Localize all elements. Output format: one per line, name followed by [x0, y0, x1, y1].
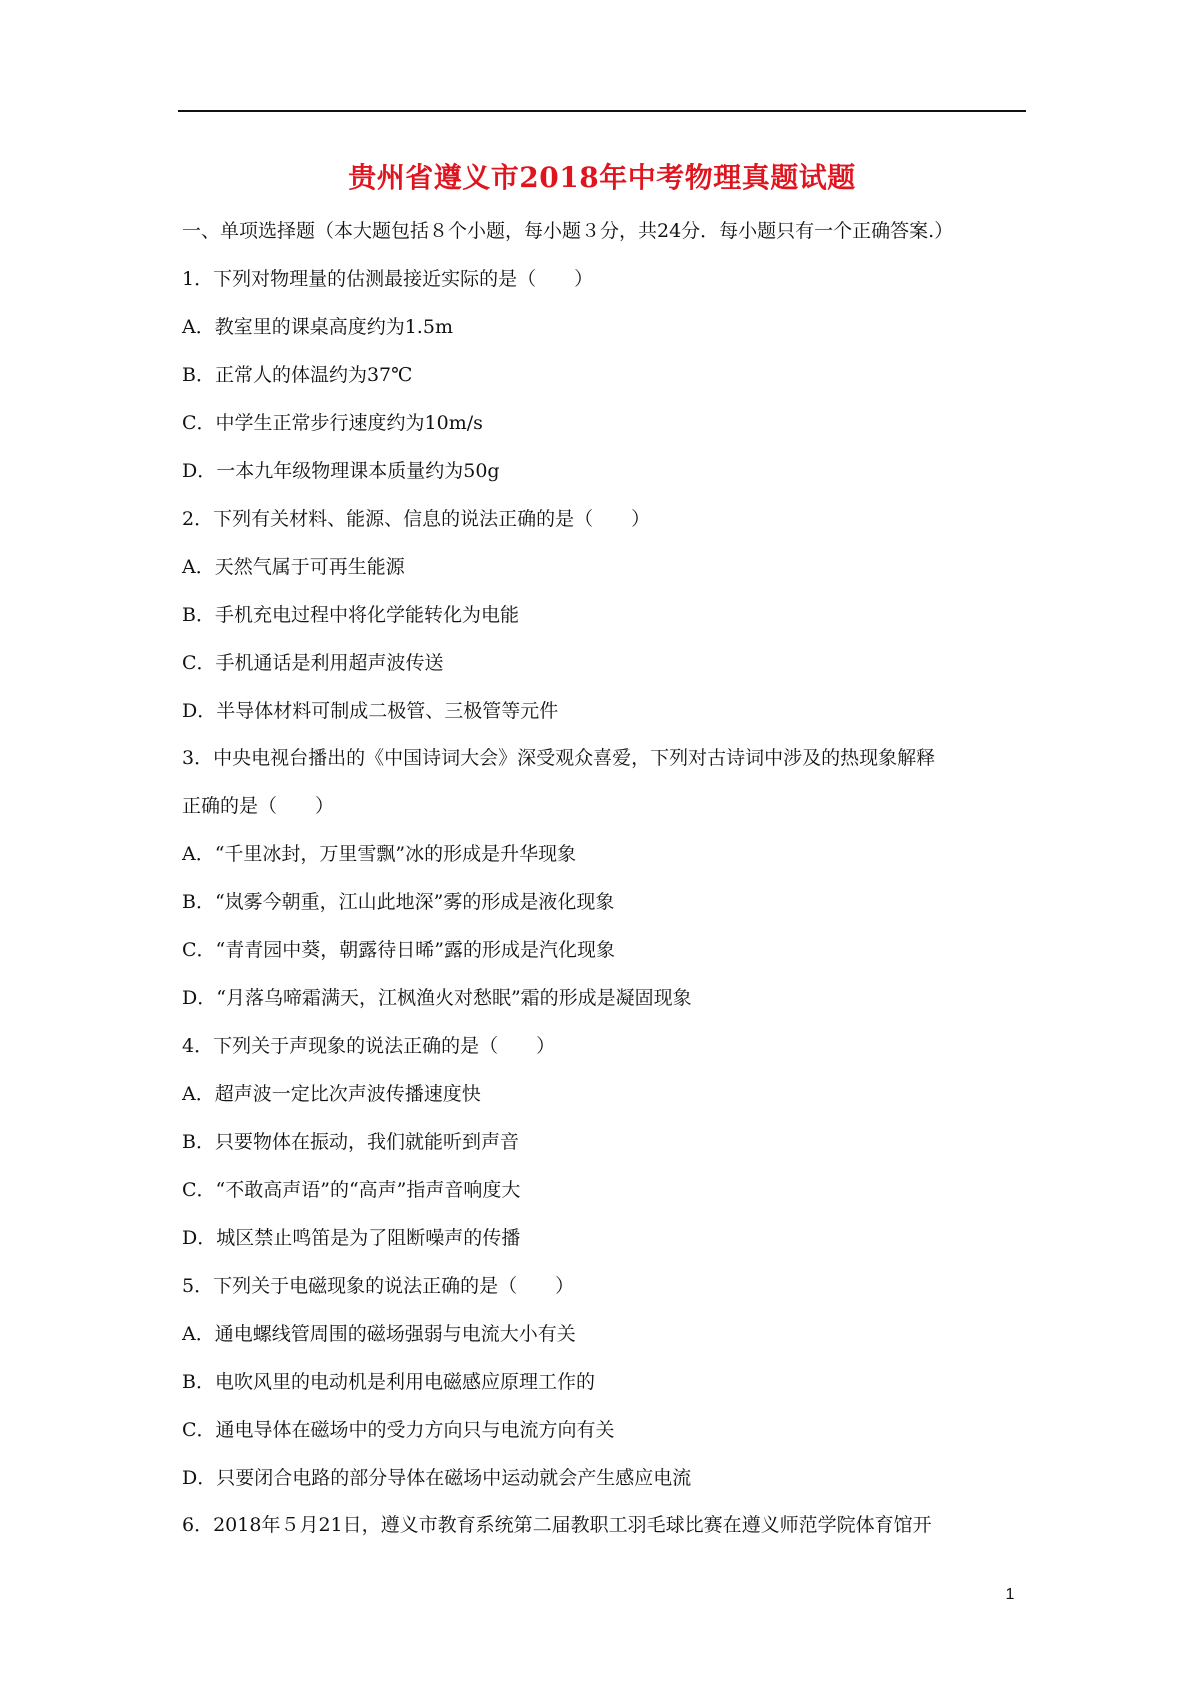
q1-option-b: B．正常人的体温约为37℃ [182, 364, 413, 386]
section-heading: 一、单项选择题（本大题包括８个小题，每小题３分，共24分．每小题只有一个正确答案.） [182, 220, 954, 242]
question-3: 3．中央电视台播出的《中国诗词大会》深受观众喜爱，下列对古诗词中涉及的热现象解释 [182, 747, 936, 769]
q1-option-c: C．中学生正常步行速度约为10m/s [182, 412, 483, 434]
question-1: 1．下列对物理量的估测最接近实际的是（ ） [182, 268, 594, 290]
q4-option-d: D．城区禁止鸣笛是为了阻断噪声的传播 [182, 1227, 521, 1249]
q3-option-a: A．“千里冰封，万里雪飘”冰的形成是升华现象 [182, 843, 577, 865]
q2-option-a: A．天然气属于可再生能源 [182, 556, 405, 578]
q1-option-a: A．教室里的课桌高度约为1.5m [182, 316, 453, 338]
question-4: 4．下列关于声现象的说法正确的是（ ） [182, 1035, 556, 1057]
q4-option-b: B．只要物体在振动，我们就能听到声音 [182, 1131, 519, 1153]
q5-option-b: B．电吹风里的电动机是利用电磁感应原理工作的 [182, 1371, 595, 1393]
q4-option-c: C．“不敢高声语”的“高声”指声音响度大 [182, 1179, 521, 1201]
q3-option-c: C．“青青园中葵，朝露待日晞”露的形成是汽化现象 [182, 939, 615, 961]
q4-option-a: A．超声波一定比次声波传播速度快 [182, 1083, 481, 1105]
q5-option-d: D．只要闭合电路的部分导体在磁场中运动就会产生感应电流 [182, 1467, 692, 1489]
page-number: 1 [1005, 1586, 1015, 1603]
q1-option-d: D．一本九年级物理课本质量约为50g [182, 460, 500, 482]
question-6: 6．2018年５月21日，遵义市教育系统第二届教职工羽毛球比赛在遵义师范学院体育馆开 [182, 1514, 932, 1536]
question-3-continued: 正确的是（ ） [182, 795, 335, 817]
q2-option-d: D．半导体材料可制成二极管、三极管等元件 [182, 700, 559, 722]
question-2: 2．下列有关材料、能源、信息的说法正确的是（ ） [182, 508, 651, 530]
question-5: 5．下列关于电磁现象的说法正确的是（ ） [182, 1275, 575, 1297]
q5-option-a: A．通电螺线管周围的磁场强弱与电流大小有关 [182, 1323, 576, 1345]
q3-option-b: B．“岚雾今朝重，江山此地深”雾的形成是液化现象 [182, 891, 615, 913]
q5-option-c: C．通电导体在磁场中的受力方向只与电流方向有关 [182, 1419, 615, 1441]
header-rule [178, 110, 1026, 112]
q2-option-b: B．手机充电过程中将化学能转化为电能 [182, 604, 519, 626]
document-title: 贵州省遵义市2018年中考物理真题试题 [348, 161, 856, 194]
q2-option-c: C．手机通话是利用超声波传送 [182, 652, 444, 674]
q3-option-d: D．“月落乌啼霜满天，江枫渔火对愁眠”霜的形成是凝固现象 [182, 987, 692, 1009]
